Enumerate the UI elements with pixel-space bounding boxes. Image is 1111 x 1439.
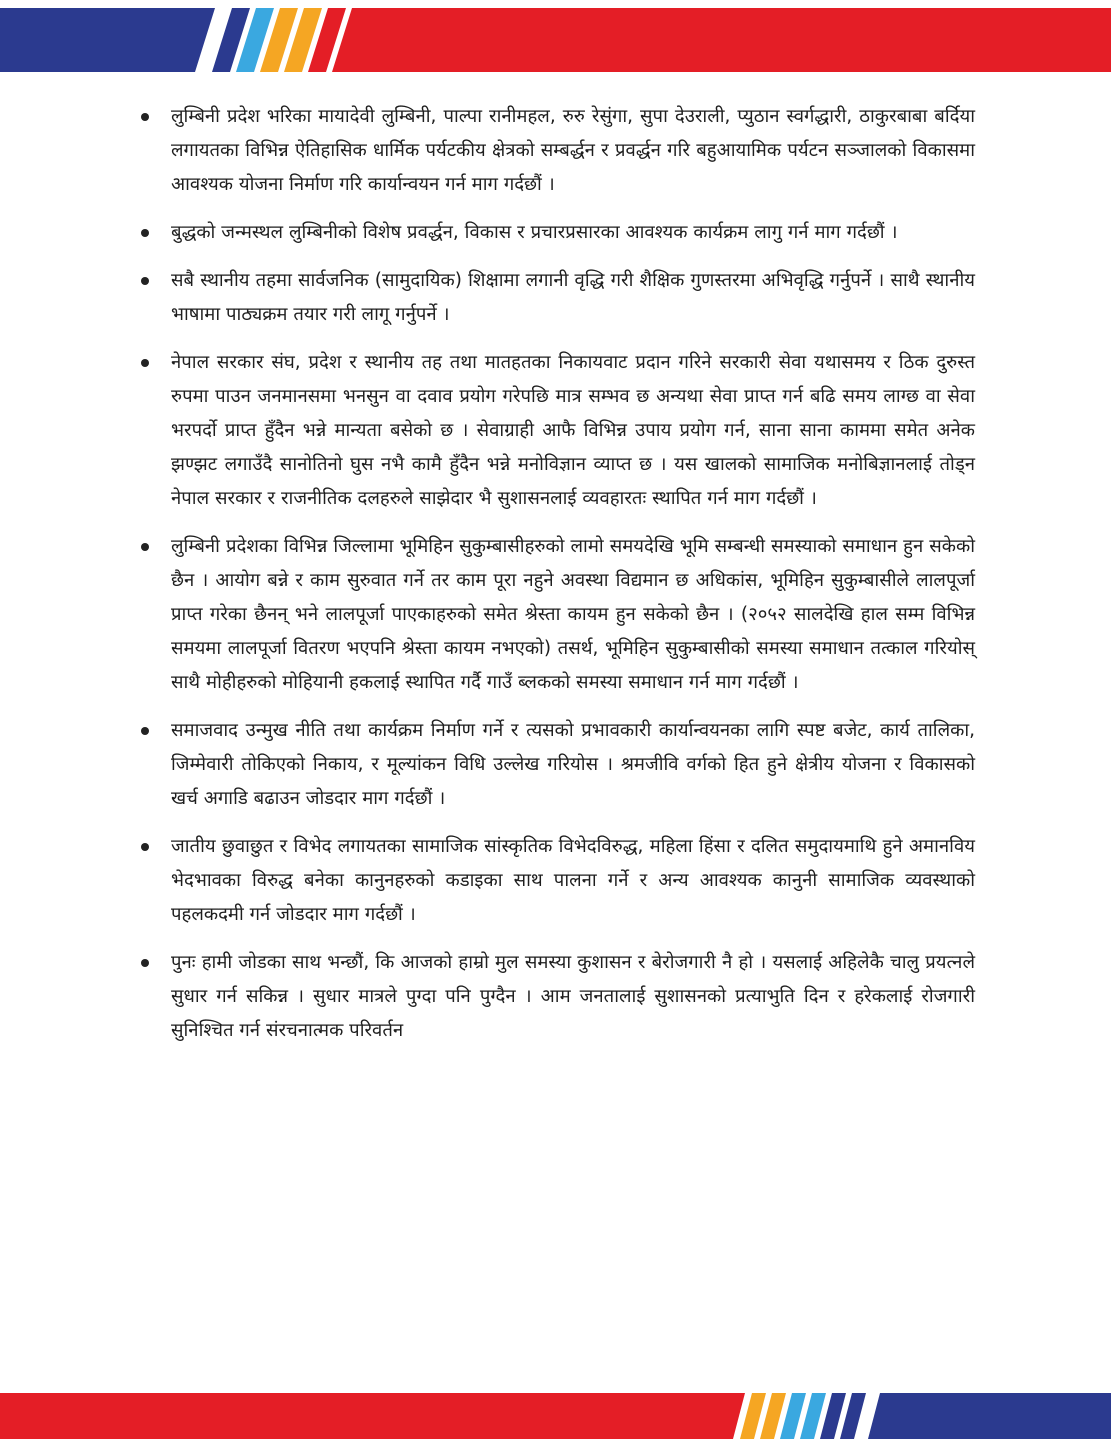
bullet-icon <box>141 359 149 367</box>
list-item <box>135 216 975 250</box>
list-item <box>135 830 975 932</box>
footer-blue-block <box>868 1393 1111 1439</box>
footer-red-block <box>0 1393 745 1439</box>
list-item <box>135 100 975 202</box>
list-item-text: जातीय छुवाछुत र विभेद लगायतका सामाजिक सांस्कृतिक विभेदविरुद्ध, महिला हिंसा र दलित समुदायमाथि हुने अमानविय भेदभावका विरुद्ध बनेका कानुनहरुको कडाइका साथ पालना गर्ने र अन्य आवश्यक कानुनी सामाजिक व्यवस्थाको पहलकदमी गर्न जोडदार माग गर्दछौं । <box>171 836 975 925</box>
list-item-text: समाजवाद उन्मुख नीति तथा कार्यक्रम निर्माण गर्ने र त्यसको प्रभावकारी कार्यान्वयनका लागि स्पष्ट बजेट, कार्य तालिका, जिम्मेवारी तोकिएको निकाय, र मूल्यांकन विधि उल्लेख गरियोस । श्रमजीवि वर्गको हित हुने क्षेत्रीय योजना र विकासको खर्च अगाडि बढाउन जोडदार माग गर्दछौं । <box>171 720 975 809</box>
list-item-text: सबै स्थानीय तहमा सार्वजनिक (सामुदायिक) शिक्षामा लगानी वृद्धि गरी शैक्षिक गुणस्तरमा अभिवृद्धि गर्नुपर्ने । साथै स्थानीय भाषामा पाठ्यक्रम तयार गरी लागू गर्नुपर्ने । <box>171 270 975 325</box>
footer-band <box>0 1393 1111 1439</box>
list-item-text: बुद्धको जन्मस्थल लुम्बिनीको विशेष प्रवर्द्धन, विकास र प्रचारप्रसारका आवश्यक कार्यक्रम लागु गर्न माग गर्दछौं । <box>171 222 898 243</box>
list-item <box>135 346 975 516</box>
document-body <box>135 100 975 1062</box>
list-item-text: लुम्बिनी प्रदेशका विभिन्न जिल्लामा भूमिहिन सुकुम्बासीहरुको लामो समयदेखि भूमि सम्बन्धी समस्याको समाधान हुन सकेको छैन । आयोग बन्ने र काम सुरुवात गर्ने तर काम पूरा नहुने अवस्था विद्यमान छ अधिकांस, भूमिहिन सुकुम्बासीले लालपूर्जा प्राप्त गरेका छैनन् भने लालपूर्जा पाएकाहरुको समेत श्रेस्ता कायम हुन सकेको छैन । (२०५२ सालदेखि हाल सम्म विभिन्न समयमा लालपूर्जा वितरण भएपनि श्रेस्ता कायम नभएको) तसर्थ, भूमिहिन सुकुम्बासीको समस्या समाधान तत्काल गरियोस् साथै मोहीहरुको मोहियानी हकलाई स्थापित गर्दै गाउँ ब्लकको समस्या समाधान गर्न माग गर्दछौं । <box>171 536 975 693</box>
list-item-text: पुनः हामी जोडका साथ भन्छौं, कि आजको हाम्रो मुल समस्या कुशासन र बेरोजगारी नै हो । यसलाई अहिलेकै चालु प्रयत्नले सुधार गर्न सकिन्न । सुधार मात्रले पुग्दा पनि पुग्दैन । आम जनतालाई सुशासनको प्रत्याभुति दिन र हरेकलाई रोजगारी सुनिश्चित गर्न संरचनात्मक परिवर्तन <box>171 952 975 1041</box>
bullet-icon <box>141 843 149 851</box>
header-red-block <box>332 8 1111 72</box>
list-item-text: लुम्बिनी प्रदेश भरिका मायादेवी लुम्बिनी, पाल्पा रानीमहल, रुरु रेसुंगा, सुपा देउराली, प्युठान स्वर्गद्धारी, ठाकुरबाबा बर्दिया लगायतका विभिन्न ऐतिहासिक धार्मिक पर्यटकीय क्षेत्रको सम्बर्द्धन र प्रवर्द्धन गरि बहुआयामिक पर्यटन सञ्जालको विकासमा आवश्यक योजना निर्माण गरि कार्यान्वयन गर्न माग गर्दछौं । <box>171 106 975 195</box>
header-band <box>0 0 1111 80</box>
list-item <box>135 946 975 1048</box>
bullet-icon <box>141 543 149 551</box>
list-item <box>135 714 975 816</box>
bullet-icon <box>141 277 149 285</box>
header-blue-block <box>0 8 215 72</box>
bullet-icon <box>141 113 149 121</box>
bullet-icon <box>141 959 149 967</box>
list-item <box>135 264 975 332</box>
bullet-icon <box>141 229 149 237</box>
footer-stripes-graphic <box>0 1393 1111 1439</box>
header-stripes-graphic <box>0 0 1111 80</box>
list-item-text: नेपाल सरकार संघ, प्रदेश र स्थानीय तह तथा मातहतका निकायवाट प्रदान गरिने सरकारी सेवा यथासमय र ठिक दुरुस्त रुपमा पाउन जनमानसमा भनसुन वा दवाव प्रयोग गरेपछि मात्र सम्भव छ अन्यथा सेवा प्राप्त गर्न बढि समय लाग्छ वा सेवा भरपर्दो प्राप्त हुँदैन भन्ने मान्यता बसेको छ । सेवाग्राही आफै विभिन्न उपाय प्रयोग गर्न, साना साना काममा समेत अनेक झण्झट लगाउँदै सानोतिनो घुस नभै कामै हुँदैन भन्ने मनोविज्ञान व्याप्त छ । यस खालको सामाजिक मनोबिज्ञानलाई तोड्न नेपाल सरकार र राजनीतिक दलहरुले साझेदार भै सुशासनलाई व्यवहारतः स्थापित गर्न माग गर्दछौं । <box>171 352 975 509</box>
bullet-icon <box>141 727 149 735</box>
list-item <box>135 530 975 700</box>
